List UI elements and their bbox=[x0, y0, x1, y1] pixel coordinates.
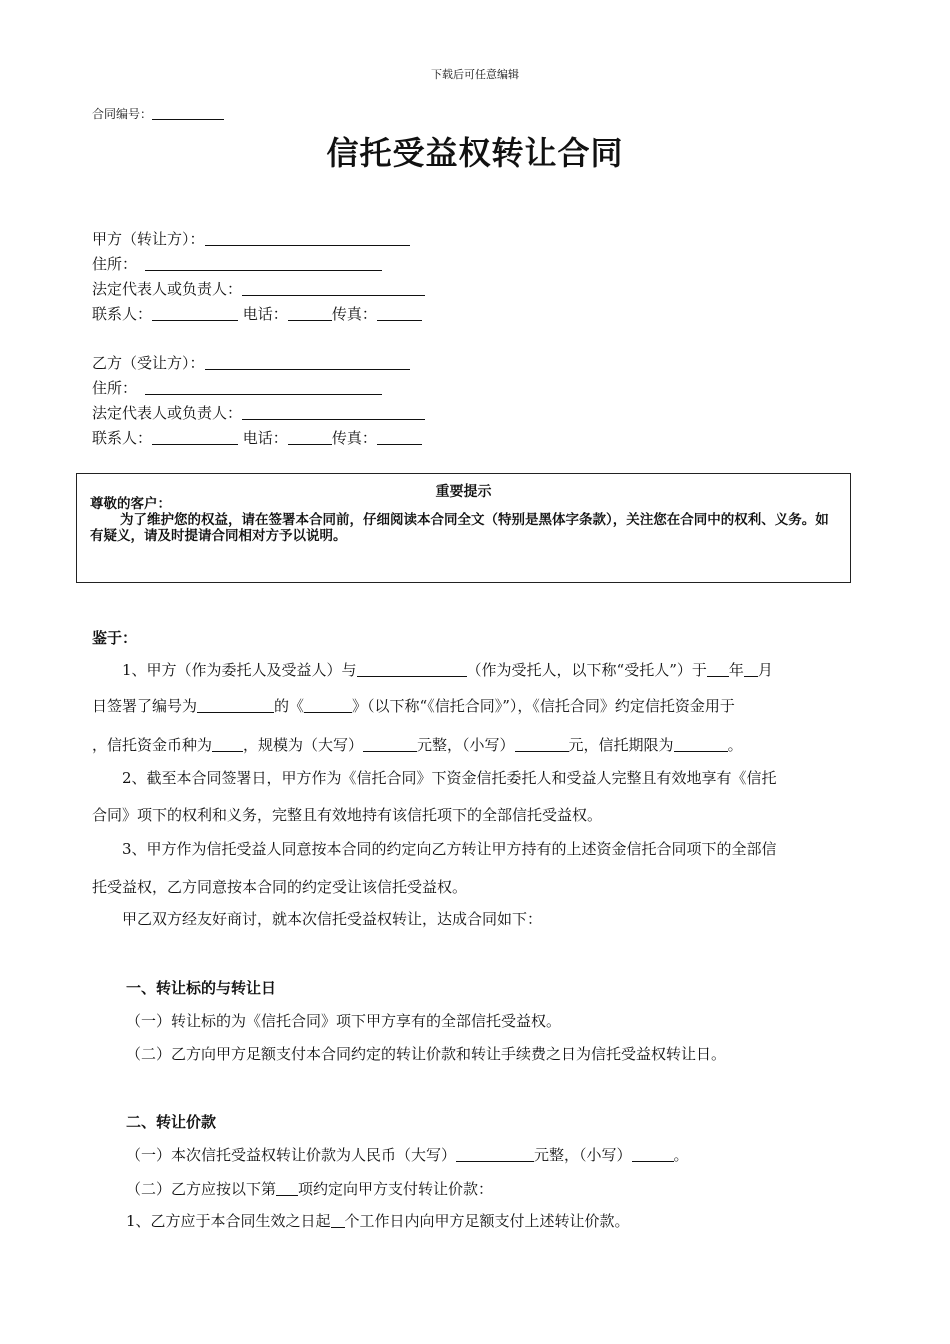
section1-heading: 一、转让标的与转让日 bbox=[126, 979, 277, 997]
party-b-contact-label: 联系人： bbox=[92, 429, 153, 447]
party-a-rep-row bbox=[92, 278, 425, 299]
price-upper-blank[interactable] bbox=[456, 1147, 534, 1162]
year-blank[interactable] bbox=[707, 662, 729, 677]
party-b-address-blank[interactable] bbox=[145, 380, 382, 395]
contract-id-blank[interactable] bbox=[197, 698, 274, 713]
party-b-fax-blank[interactable] bbox=[377, 430, 422, 445]
contract-number-label: 合同编号： bbox=[92, 107, 153, 121]
whereas-p1-line3: ，信托资金币种为 ，规模为（大写） 元整，（小写） 元，信托期限为 。 bbox=[92, 736, 743, 754]
whereas-p3-line2: 托受益权，乙方同意按本合同的约定受让该信托受益权。 bbox=[92, 878, 468, 896]
contract-number bbox=[92, 105, 224, 122]
party-b-name-row bbox=[92, 352, 410, 373]
party-b-contact-row bbox=[92, 427, 422, 448]
party-a-fax-label: 传真： bbox=[331, 305, 377, 323]
party-a-name-row bbox=[92, 228, 410, 249]
party-a-contact-label: 联系人： bbox=[92, 305, 153, 323]
party-a-name-label: 甲方（转让方）： bbox=[92, 230, 205, 248]
party-b-rep-row bbox=[92, 402, 425, 423]
whereas-p1-line2: 日签署了编号为 的《 》（以下称“《信托合同》”），《信托合同》约定信托资金用于 bbox=[92, 697, 735, 715]
party-a-contact-blank[interactable] bbox=[152, 306, 238, 321]
whereas-p3-line1: 3、甲方作为信托受益人同意按本合同的约定向乙方转让甲方持有的上述资金信托合同项下的全部信 bbox=[122, 840, 777, 858]
section1-item2: （二）乙方向甲方足额支付本合同约定的转让价款和转让手续费之日为信托受益权转让日。 bbox=[126, 1045, 727, 1063]
section2-item2: （二）乙方应按以下第 项约定向甲方支付转让价款： bbox=[126, 1180, 494, 1198]
party-a-contact-row bbox=[92, 303, 422, 324]
section2-item1: （一）本次信托受益权转让价款为人民币（大写） 元整，（小写） 。 bbox=[126, 1146, 689, 1164]
section2-item3: 1、乙方应于本合同生效之日起 个工作日内向甲方足额支付上述转让价款。 bbox=[126, 1212, 630, 1230]
party-b-phone-blank[interactable] bbox=[288, 430, 332, 445]
party-b-contact-blank[interactable] bbox=[152, 430, 238, 445]
party-b-rep-label: 法定代表人或负责人： bbox=[92, 404, 243, 422]
notice-title: 重要提示 bbox=[435, 484, 492, 500]
contract-number-blank[interactable] bbox=[152, 107, 224, 120]
term-blank[interactable] bbox=[674, 737, 728, 752]
party-b-rep-blank[interactable] bbox=[242, 405, 425, 420]
party-b-name-label: 乙方（受让方）： bbox=[92, 354, 205, 372]
whereas-p4: 甲乙双方经友好商讨，就本次信托受益权转让，达成合同如下： bbox=[122, 910, 543, 928]
party-a-name-blank[interactable] bbox=[205, 231, 410, 246]
section2-heading: 二、转让价款 bbox=[126, 1113, 217, 1131]
party-b-fax-label: 传真： bbox=[331, 429, 377, 447]
payment-option-blank[interactable] bbox=[276, 1181, 298, 1196]
price-lower-blank[interactable] bbox=[632, 1147, 674, 1162]
month-blank[interactable] bbox=[744, 662, 758, 677]
header-note: 下载后可任意编辑 bbox=[431, 68, 519, 81]
notice-greeting: 尊敬的客户： bbox=[90, 496, 171, 512]
party-b-address-row bbox=[92, 377, 382, 398]
party-a-address-label: 住所： bbox=[92, 255, 138, 273]
party-a-fax-blank[interactable] bbox=[377, 306, 422, 321]
trustee-blank[interactable] bbox=[357, 662, 467, 677]
whereas-p1-line1: 1、甲方（作为委托人及受益人）与 （作为受托人，以下称“受托人”）于 年 月 bbox=[122, 661, 773, 679]
important-notice-box bbox=[76, 473, 851, 583]
scale-lower-blank[interactable] bbox=[515, 737, 569, 752]
party-a-address-row bbox=[92, 253, 382, 274]
notice-text bbox=[90, 496, 840, 544]
party-b-phone-label: 电话： bbox=[242, 429, 288, 447]
page-title: 信托受益权转让合同 bbox=[326, 134, 624, 172]
currency-blank[interactable] bbox=[212, 737, 243, 752]
party-a-phone-label: 电话： bbox=[242, 305, 288, 323]
section1-item1: （一）转让标的为《信托合同》项下甲方享有的全部信托受益权。 bbox=[126, 1012, 562, 1030]
notice-body: 为了维护您的权益，请在签署本合同前，仔细阅读本合同全文（特别是黑体字条款），关注您在合同中的权利、义务。如有疑义，请及时提请合同相对方予以说明。 bbox=[90, 512, 829, 544]
party-a-address-blank[interactable] bbox=[145, 256, 382, 271]
party-a-rep-label: 法定代表人或负责人： bbox=[92, 280, 243, 298]
working-days-blank[interactable] bbox=[331, 1213, 345, 1228]
party-b-name-blank[interactable] bbox=[205, 355, 410, 370]
party-b-address-label: 住所： bbox=[92, 379, 138, 397]
whereas-heading: 鉴于： bbox=[92, 629, 138, 647]
party-a-phone-blank[interactable] bbox=[288, 306, 332, 321]
trust-name-blank[interactable] bbox=[304, 698, 352, 713]
scale-upper-blank[interactable] bbox=[363, 737, 417, 752]
party-a-rep-blank[interactable] bbox=[242, 281, 425, 296]
whereas-p2-line1: 2、截至本合同签署日，甲方作为《信托合同》下资金信托委托人和受益人完整且有效地享有《信托 bbox=[122, 769, 777, 787]
whereas-p2-line2: 合同》项下的权利和义务，完整且有效地持有该信托项下的全部信托受益权。 bbox=[92, 806, 603, 824]
